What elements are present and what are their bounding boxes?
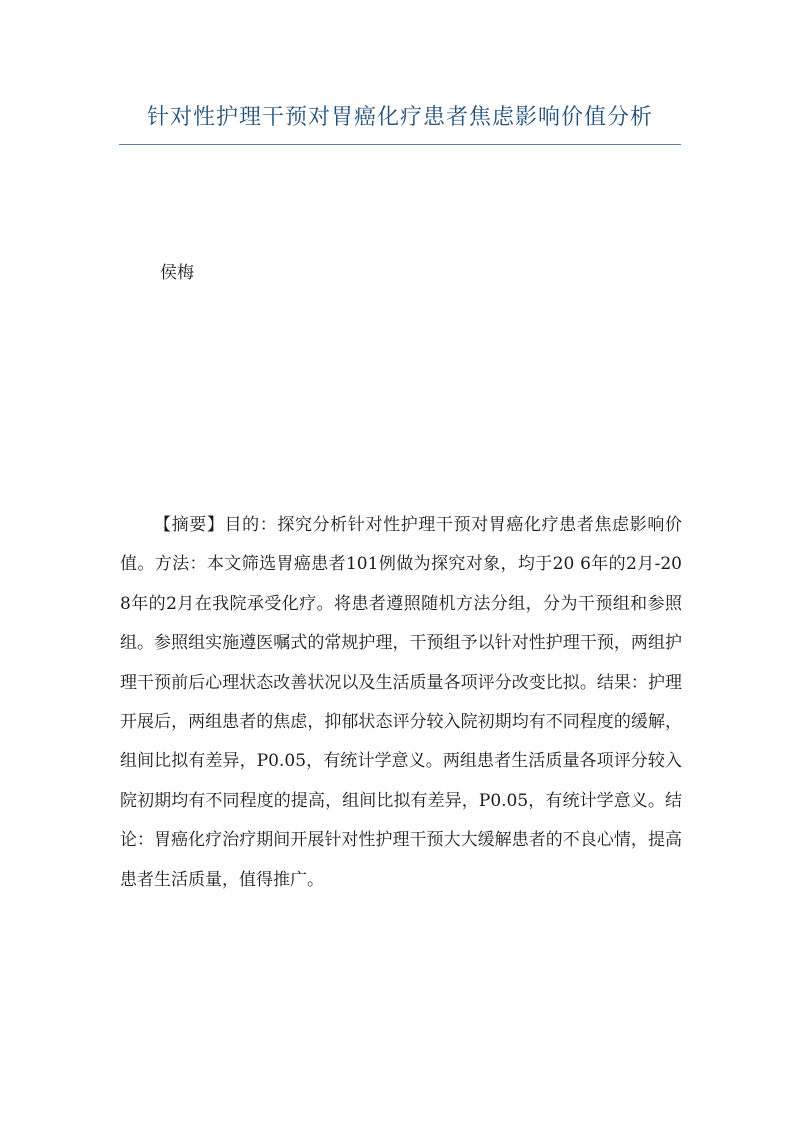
- document-title: 针对性护理干预对胃癌化疗患者焦虑影响价值分析: [146, 105, 653, 130]
- title-underline: [119, 144, 681, 145]
- abstract-paragraph: 【摘要】目的：探究分析针对性护理干预对胃癌化疗患者焦虑影响价值。方法：本文筛选胃癌患者101例做为探究对象，均于20 6年的2月-20 8年的2月在我院承受化疗。将患者遵照随机方法分组，分为干预组和参照组。参照组实施遵医嘱式的常规护理，干预组予以针对性护理干预，两组护理干预前后心理状态改善状况以及生活质量各项评分改变比拟。结果：护理开展后，两组患者的焦虑，抑郁状态评分较入院初期均有不同程度的缓解，组间比拟有差异，P0.05，有统计学意义。两组患者生活质量各项评分较入院初期均有不同程度的提高，组间比拟有差异，P0.05，有统计学意义。结论：胃癌化疗治疗期间开展针对性护理干预大大缓解患者的不良心情，提高患者生活质量，值得推广。: [120, 515, 682, 890]
- author-name: 侯梅: [160, 263, 194, 283]
